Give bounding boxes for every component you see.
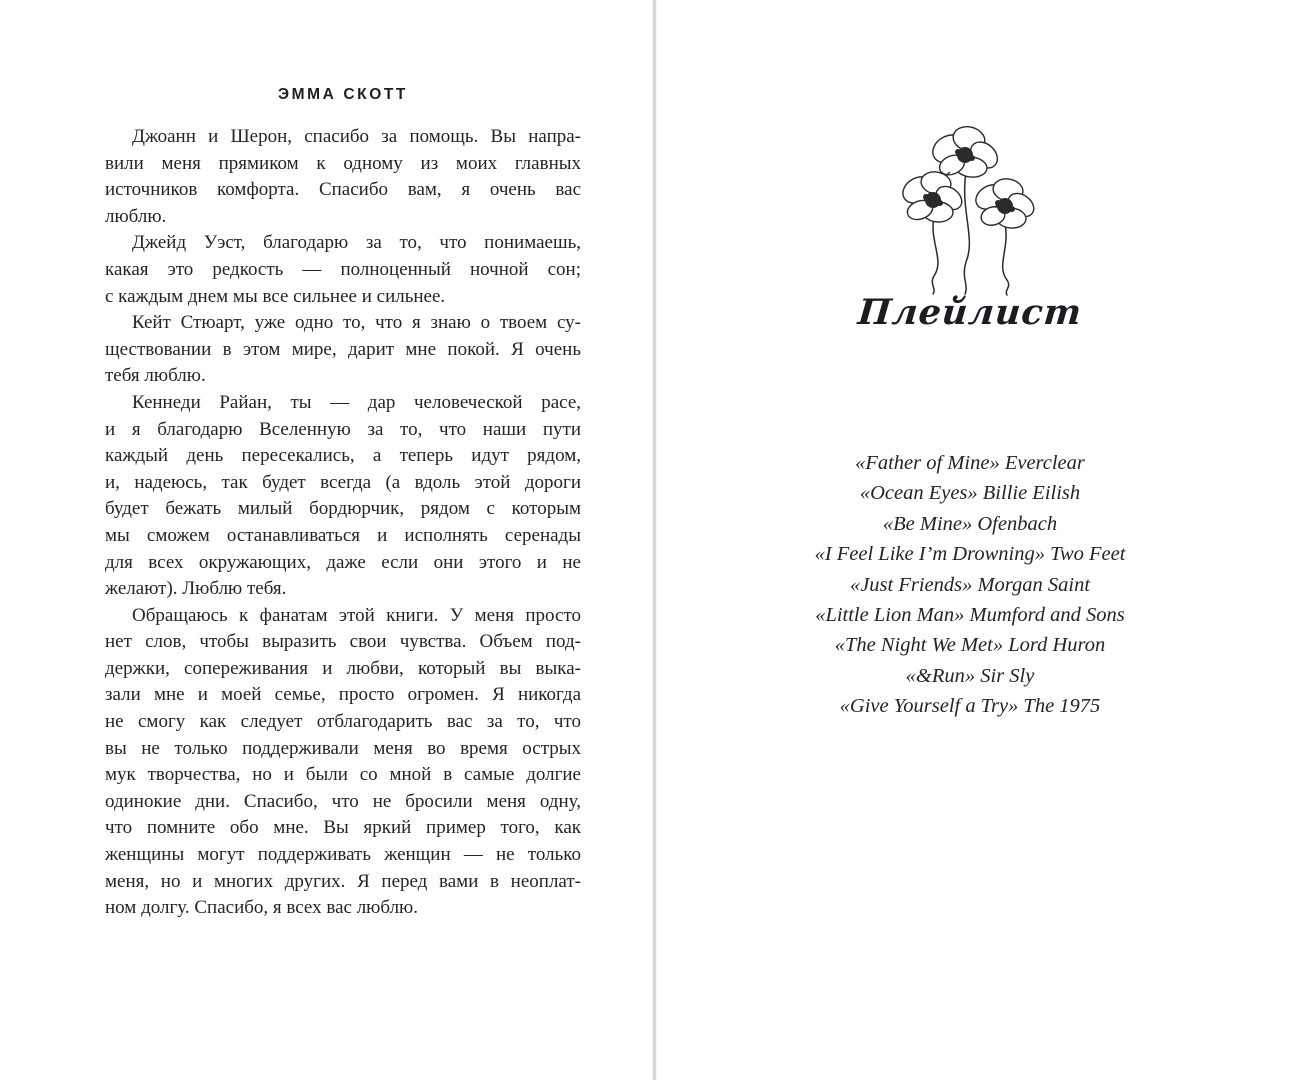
playlist-entry: «&Run» Sir Sly xyxy=(905,664,1035,687)
paragraph xyxy=(105,310,581,390)
text-line: источников комфорта. Спасибо вам, я очень вас xyxy=(105,179,581,201)
text-line: что помните обо мне. Вы яркий пример того, как xyxy=(105,817,581,839)
text-line: для всех окружающих, даже если они этого и не xyxy=(105,551,581,573)
paragraph xyxy=(105,390,581,603)
text-line: Кеннеди Райан, ты — дар человеческой расе, xyxy=(132,391,581,413)
text-line: Обращаюсь к фанатам этой книги. У меня просто xyxy=(132,604,581,626)
text-line: ществовании в этом мире, дарит мне покой. Я очень xyxy=(105,338,581,360)
text-line: не смогу как следует отблагодарить вас за то, что xyxy=(105,711,581,733)
playlist-list xyxy=(697,448,1243,722)
playlist-entry: «Father of Mine» Everclear xyxy=(855,452,1085,474)
acknowledgments-text xyxy=(105,124,581,922)
text-line: будет бежать милый бордюрчик, рядом с которым xyxy=(105,498,581,520)
playlist-title: Плейлист xyxy=(856,292,1084,333)
text-line: Джейд Уэст, благодарю за то, что понимаешь, xyxy=(132,232,581,254)
text-line: нет слов, чтобы выразить свои чувства. Объем под- xyxy=(105,631,581,653)
playlist-entry: «Be Mine» Ofenbach xyxy=(882,512,1058,535)
text-line: с каждым днем мы все сильнее и сильнее. xyxy=(105,285,446,307)
text-line: женщины могут поддерживать женщин — не только xyxy=(105,844,581,866)
text-line: и я благодарю Вселенную за то, что наши пути xyxy=(105,418,581,440)
playlist-entry: «The Night We Met» Lord Huron xyxy=(834,634,1106,657)
text-line: тебя люблю. xyxy=(105,365,206,387)
text-line: зали мне и моей семье, просто огромен. Я никогда xyxy=(105,684,581,706)
text-line: держки, сопереживания и любви, который вы выка- xyxy=(105,657,581,679)
text-line: одинокие дни. Спасибо, что не бросили меня одну, xyxy=(105,790,581,812)
paragraph xyxy=(105,230,581,310)
text-line: мы сможем останавливаться и исполнять серенады xyxy=(105,524,581,546)
playlist-entry: «I Feel Like I’m Drowning» Two Feet xyxy=(814,543,1126,566)
text-line: Кейт Стюарт, уже одно то, что я знаю о твоем су- xyxy=(132,312,581,334)
text-line: желают). Люблю тебя. xyxy=(105,578,287,600)
text-line: какая это редкость — полноценный ночной сон; xyxy=(105,258,581,280)
text-line: мук творчества, но и были со мной в самые долгие xyxy=(105,764,581,786)
poppies-illustration xyxy=(892,122,1064,296)
playlist-entry: «Just Friends» Morgan Saint xyxy=(849,573,1091,596)
text-line: вы не только поддерживали меня во время острых xyxy=(105,737,581,759)
text-line: ном долгу. Спасибо, я всех вас люблю. xyxy=(105,897,418,919)
playlist-entry: «Ocean Eyes» Billie Eilish xyxy=(859,482,1081,505)
text-line: и, надеюсь, так будет всегда (а вдоль этой дороги xyxy=(105,471,581,493)
page-right xyxy=(657,0,1310,1080)
running-header: ЭММА СКОТТ xyxy=(278,86,408,103)
playlist-entry: «Give Yourself a Try» The 1975 xyxy=(839,695,1101,718)
page-left xyxy=(0,0,652,1080)
text-line: каждый день пересекались, а теперь идут рядом, xyxy=(105,445,581,467)
paragraph xyxy=(105,124,581,230)
text-line: люблю. xyxy=(105,205,167,227)
text-line: меня, но и многих других. Я перед вами в неоплат- xyxy=(105,870,581,892)
playlist-entry: «Little Lion Man» Mumford and Sons xyxy=(815,604,1125,627)
paragraph xyxy=(105,603,581,922)
text-line: Джоанн и Шерон, спасибо за помощь. Вы напра- xyxy=(132,126,581,147)
text-line: вили меня прямиком к одному из моих главных xyxy=(105,152,581,174)
